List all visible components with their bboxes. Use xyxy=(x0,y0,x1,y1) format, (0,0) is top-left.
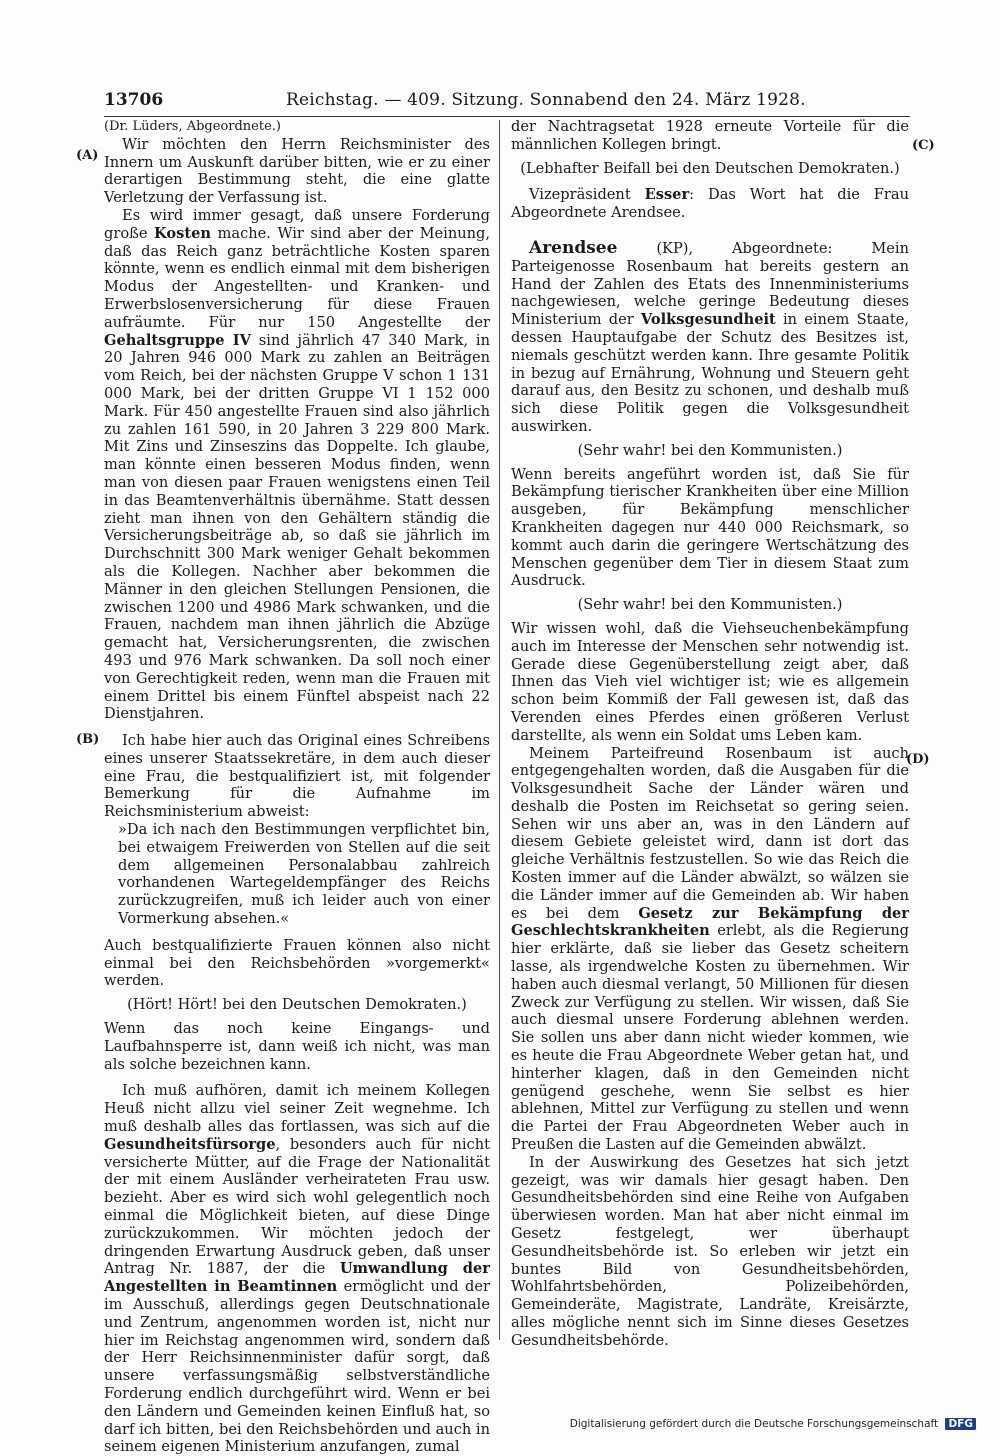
paragraph: Wenn bereits angeführt worden ist, daß Sie für Bekämpfung tierischer Krankheiten über eine Million ausgeben, für Bekämpfung menschlicher Krankheiten dagegen nur 440 000 Reichsmark, so kommt auch darin die geringere Wertschätzung des Menschen gegenüber dem Tier in diesem Staat zum Ausdruck. xyxy=(511,465,909,590)
dfg-logo: DFG xyxy=(945,1418,976,1430)
text-run: , besonders auch für nicht versicherte Mütter, auf die Frage der Nationalität der mit einem Ausländer verheirateten Frau usw. bezieht. Aber es wird sich wohl gelegentlich noch einmal die Möglichkeit bieten, auf diese Dinge zurückzukommen. Wir möchten jedoch der dringenden Erwartung Ausdruck geben, daß unser Antrag Nr. 1887, der die xyxy=(104,1135,490,1278)
page-header xyxy=(104,90,910,114)
column-divider xyxy=(499,120,500,1340)
paragraph: Wir wissen wohl, daß die Viehseuchenbekämpfung auch im Interesse der Menschen sehr notwendig ist. Gerade diese Gegenüberstellung zeigt aber, daß Ihnen das Vieh viel wichtiger ist; wie es allgemein schon beim Kommiß der Fall gewesen ist, daß das Verenden eines Pferdes einen größeren Verlust darstellte, als wenn ein Soldat ums Leben kam. xyxy=(511,619,909,744)
margin-letter-d: (D) xyxy=(906,752,930,767)
paragraph: Wenn das noch keine Eingangs- und Laufbahnsperre ist, dann weiß ich nicht, was man als solche bezeichnen kann. xyxy=(104,1020,490,1073)
credit-text: Digitalisierung gefördert durch die Deutsche Forschungsgemeinschaft xyxy=(569,1418,939,1430)
paragraph xyxy=(511,745,909,1154)
text-run: Es wird immer gesagt, daß unsere Forderung große xyxy=(104,206,490,242)
interjection: (Hört! Hört! bei den Deutschen Demokraten.) xyxy=(127,996,467,1014)
page-number: 13706 xyxy=(104,90,164,110)
emphasis: Volksgesundheit xyxy=(640,311,776,329)
speaker-continuation: (Dr. Lüders, Abgeordnete.) xyxy=(104,119,281,134)
quote-text: »Da ich nach den Bestimmungen verpflichtet bin, bei etwaigem Freiwerden von Stellen auf die seit dem allgemeinen Personalabbau zahlreich vorhandenen Wartegeldempfänger des Reichs zurückzugreifen, muß ich leider auch von einer Vormerkung absehen.« xyxy=(118,821,490,928)
speaker-name: Esser xyxy=(644,186,690,204)
digitization-credit xyxy=(570,1418,976,1430)
text-run: in einem Staate, dessen Hauptaufgabe der Schutz des Besitzes ist, niemals geschützt werden kann. Ihre gesamte Politik in bezug auf Ernährung, Wohnung und Steuern geht darauf aus, den Besitz zu schonen, und deshalb muß sich diese Politik gegen die Volksgesundheit auswirken. xyxy=(511,311,909,435)
margin-letter-a: (A) xyxy=(76,148,99,163)
text-run: Vizepräsident xyxy=(529,186,645,204)
text-run: Meinem Parteifreund Rosenbaum ist auch entgegengehalten worden, daß die Ausgaben für die Volksgesundheit Sache der Länder wären und deshalb die Posten im Reichsetat so gering seien. Sehen wir uns aber an, was in den Ländern auf diesem Gebiete geleistet wird, dann ist dort das gleiche Verhältnis festzustellen. So wie das Reich die Kosten immer auf die Länder abwälzt, so wälzen sie die Länder immer auf die Gemeinden ab. Wir haben es bei dem xyxy=(511,744,909,922)
text-run: erlebt, als die Regierung hier erklärte, daß sie lieber das Gesetz scheitern lasse, als irgendwelche Kosten zu übernehmen. Wir haben auch diesmal verlangt, 50 Millionen für diesen Zweck zur Verfügung zu stellen. Wir wissen, daß Sie auch diesmal unsere Forderung ablehnen werden. Sie sollen uns aber dann nicht wieder kommen, wie es heute die Frau Abgeordnete Weber getan hat, und hinterher klagen, daß in den Gemeinden nicht genügend geschehe, wenn Sie selbst es hier ablehnen, Mittel zur Verfügung zu stellen und wenn die Partei der Frau Abgeordneten Weber auch in Preußen die Lasten auf die Gemeinden abwälzt. xyxy=(511,922,909,1154)
block-quote xyxy=(118,821,490,928)
paragraph: Auch bestqualifizierte Frauen können also nicht einmal bei den Reichsbehörden »vorgemerkt« werden. xyxy=(104,936,490,990)
paragraph xyxy=(104,1082,490,1456)
text-run: Ich muß aufhören, damit ich meinem Kollegen Heuß nicht allzu viel seiner Zeit wegnehme. Ich muß deshalb alles das fortlassen, was sich auf die xyxy=(104,1082,490,1136)
running-title: Reichstag. — 409. Sitzung. Sonnabend den 24. März 1928. xyxy=(286,90,806,110)
text-run: sind jährlich 47 340 Mark, in 20 Jahren 946 000 Mark zu zahlen an Beiträgen vom Reich, bei der nächsten Gruppe V schon 1 131 000 Mark, bei der dritten Gruppe VI 1 152 000 Mark. Für 450 angestellte Frauen sind also jährlich zu zahlen 161 590, in 20 Jahren 3 229 800 Mark. Mit Zins und Zinseszins das Doppelte. Ich glaube, man könnte einen besseren Modus finden, wenn man von diesen paar Frauen wenigstens einen Teil in das Beamtenverhältnis übernähme. Statt dessen zieht man ihnen von den Gehältern ständig die Versicherungsbeiträge ab, so daß sie jährlich im Durchschnitt 300 Mark weniger Gehalt bekommen als die Kollegen. Nachher aber bekommen die Männer in den gleichen Stellungen Pensionen, die zwischen 1200 und 4986 Mark schwanken, und die Frauen, nachdem man ihnen jährlich die Abzüge gemacht hat, Versicherungsrenten, die zwischen 493 und 976 Mark schwanken. Da soll noch einer von Gerechtigkeit reden, wenn man die Frauen mit einem Drittel bis einem Fünftel abspeist nach 22 Dienstjahren. xyxy=(104,331,490,723)
text-run: (KP), Abgeordnete: Mein Parteigenosse Rosenbaum hat bereits gestern an Hand der Zahlen des Etats des Innenministeriums nachgewiesen, welche geringe Bedeutung dieses Ministerium der xyxy=(511,239,909,329)
chair-statement xyxy=(511,186,909,222)
left-column xyxy=(104,118,490,1456)
paragraph: Wir möchten den Herrn Reichsminister des Innern um Auskunft darüber bitten, wie er zu einer derartigen Bestimmung steht, die eine glatte Verletzung der Verfassung ist. xyxy=(104,135,490,207)
text-run: : Das Wort hat die Frau Abgeordnete Arendsee. xyxy=(511,186,909,222)
emphasis: Gesundheitsfürsorge xyxy=(104,1135,276,1153)
speaker-name: Arendsee xyxy=(529,237,618,258)
paragraph: In der Auswirkung des Gesetzes hat sich jetzt gezeigt, was wir damals hier gesagt haben. Den Gesundheitsbehörden sind eine Reihe von Aufgaben überwiesen worden. Man hat aber nicht einmal im Gesetz festgelegt, wer überhaupt Gesundheitsbehörde ist. So erleben wir jetzt ein buntes Bild von Gesundheitsbehörden, Wohlfahrtsbehörden, Polizeibehörden, Gemeinderäte, Magistrate, Landräte, Kreisärzte, alles mögliche nennt sich im Sinne dieses Gesetzes Gesundheitsbehörde. xyxy=(511,1153,909,1349)
margin-letter-c: (C) xyxy=(912,138,935,153)
paragraph: der Nachtragsetat 1928 erneute Vorteile für die männlichen Kollegen bringt. xyxy=(511,118,909,153)
right-column xyxy=(511,118,909,1350)
interjection: (Sehr wahr! bei den Kommunisten.) xyxy=(577,596,843,614)
emphasis: Gesetz zur Bekämpfung der Geschlechtskrankheiten xyxy=(511,904,909,940)
emphasis: Umwandlung der Angestellten in Beamtinnen xyxy=(104,1260,490,1296)
emphasis: Gehaltsgruppe IV xyxy=(104,331,251,349)
text-run: ermöglicht und der im Ausschuß, allerdings gegen Deutschnationale und Zentrum, angenommen worden ist, nicht nur hier im Reichstag angenommen wird, sondern daß der Herr Reichsinnenminister dafür sorgt, daß unsere verfassungsmäßig selbstverständliche Forderung endlich durchgeführt wird. Wenn er bei den Ländern und Gemeinden keinen Einfluß hat, so darf ich bitten, bei den Reichsbehörden und auch in seinem eigenen Ministerium anzufangen, zumal xyxy=(104,1278,490,1456)
paragraph: Ich habe hier auch das Original eines Schreibens eines unserer Staatssekretäre, in dem auch dieser eine Frau, die bestqualifiziert ist, mit folgender Bemerkung für die Aufnahme im Reichsministerium abweist: xyxy=(104,732,490,821)
interjection: (Sehr wahr! bei den Kommunisten.) xyxy=(577,441,843,459)
margin-letter-b: (B) xyxy=(76,732,100,747)
speech-start xyxy=(511,237,909,436)
emphasis: Kosten xyxy=(154,224,211,242)
header-rule xyxy=(104,116,910,117)
paragraph xyxy=(104,207,490,723)
text-run: mache. Wir sind aber der Meinung, daß das Reich ganz beträchtliche Kosten sparen könnte, wenn es endlich einmal mit dem bisherigen Modus der Angestellten- und Kranken- und Erwerbslosenversicherung für diese Frauen aufräumte. Für nur 150 Angestellte der xyxy=(104,224,490,331)
interjection: (Lebhafter Beifall bei den Deutschen Demokraten.) xyxy=(520,159,900,177)
